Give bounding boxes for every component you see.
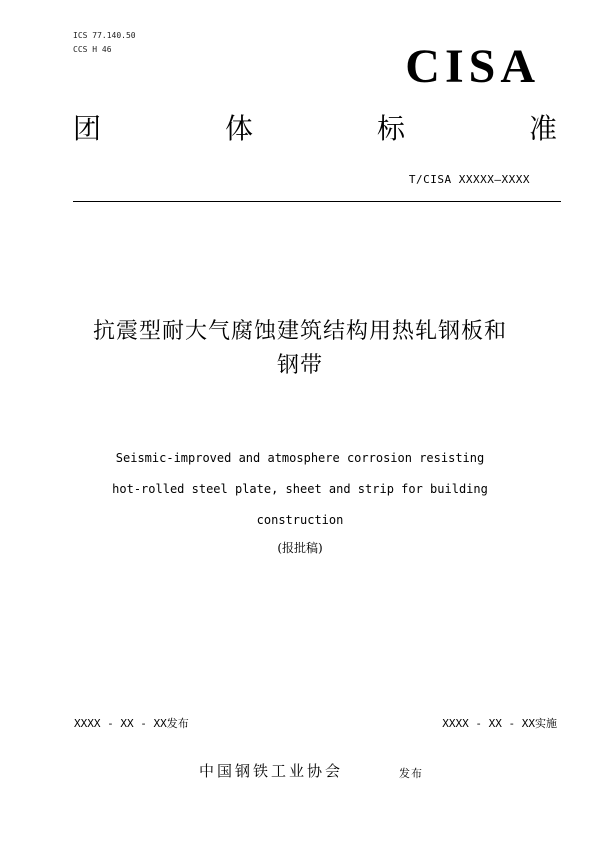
header-divider <box>73 201 561 202</box>
chinese-title-line: 抗震型耐大气腐蚀建筑结构用热轧钢板和 <box>92 319 507 344</box>
issue-date: XXXX - XX - XX发布 <box>74 717 189 730</box>
publish-label: 发布 <box>399 767 423 780</box>
ics-code: ICS 77.140.50 <box>73 31 136 40</box>
ccs-code: CCS H 46 <box>73 45 112 54</box>
standard-type-char: 准 <box>528 112 557 145</box>
chinese-title-line: 钢带 <box>276 353 323 378</box>
draft-status: (报批稿) <box>277 541 323 555</box>
english-title <box>50 443 550 536</box>
standard-type-char: 团 <box>73 112 102 145</box>
chinese-title <box>60 315 540 383</box>
english-title-line: construction <box>256 513 344 527</box>
publisher-name: 中国钢铁工业协会 <box>199 762 344 780</box>
standard-type-char: 标 <box>376 112 405 145</box>
standard-type-char: 体 <box>224 112 253 145</box>
english-title-line: Seismic-improved and atmosphere corrosion resisting <box>115 451 485 465</box>
standard-number: T/CISA XXXXX—XXXX <box>408 173 530 186</box>
implementation-date: XXXX - XX - XX实施 <box>442 717 557 730</box>
cisa-logo: CISA <box>405 40 540 93</box>
standard-type <box>73 110 557 148</box>
english-title-line: hot-rolled steel plate, sheet and strip for building <box>112 482 488 496</box>
